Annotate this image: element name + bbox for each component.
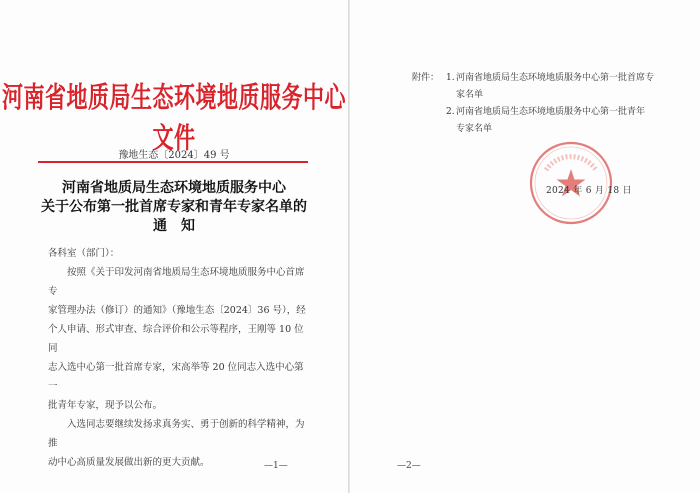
- attachment-number: 1.: [446, 73, 455, 83]
- attachment-continuation: [412, 87, 672, 104]
- attachment-continuation: [412, 121, 672, 138]
- attachment-number: 2.: [446, 107, 455, 117]
- body-line: 个人申请、形式审查、综合评价和公示等程序，王刚等 10 位同: [48, 324, 304, 354]
- body-line: 志入选中心第一批首席专家，宋高举等 20 位同志入选中心第一: [48, 362, 304, 392]
- body-line: 入选同志要继续发扬求真务实、勇于创新的科学精神，为推: [48, 419, 305, 449]
- header-divider: [38, 161, 308, 163]
- body-line: 动中心高质量发展做出新的更大贡献。: [48, 457, 210, 468]
- attachments-list: [412, 70, 672, 138]
- document-title: [0, 179, 348, 236]
- document-number: 豫地生态〔2024〕49 号: [118, 150, 230, 161]
- page-1: [0, 0, 348, 493]
- page-number: —1—: [264, 461, 288, 471]
- body-line: 家管理办法（修订）的通知》（豫地生态〔2024〕36 号），经: [48, 305, 306, 316]
- body-line: 批青年专家，现予以公布。: [48, 400, 163, 411]
- title-line: 河南省地质局生态环境地质服务中心: [62, 180, 286, 196]
- page-number: —2—: [397, 461, 421, 471]
- attachment-item: [412, 70, 672, 87]
- page-2: [350, 0, 700, 493]
- attachment-item: [412, 104, 672, 121]
- attachment-text: 家名单: [456, 90, 484, 100]
- document-header: 河南省地质局生态环境地质服务中心文件: [2, 80, 346, 155]
- body-line: 按照《关于印发河南省地质局生态环境地质服务中心首席专: [48, 267, 305, 297]
- title-line: 关于公布第一批首席专家和青年专家名单的: [41, 199, 307, 215]
- title-line: 通 知: [153, 218, 195, 234]
- salutation: 各科室（部门）：: [48, 248, 120, 259]
- attachment-text: 专家名单: [456, 124, 493, 134]
- document-body: [48, 244, 310, 472]
- attachment-label: 附件：: [412, 73, 440, 83]
- attachment-text: 河南省地质局生态环境地质服务中心第一批首席专: [456, 73, 655, 83]
- issue-date: 2024 年 6 月 18 日: [546, 186, 632, 196]
- attachment-text: 河南省地质局生态环境地质服务中心第一批青年: [456, 107, 646, 117]
